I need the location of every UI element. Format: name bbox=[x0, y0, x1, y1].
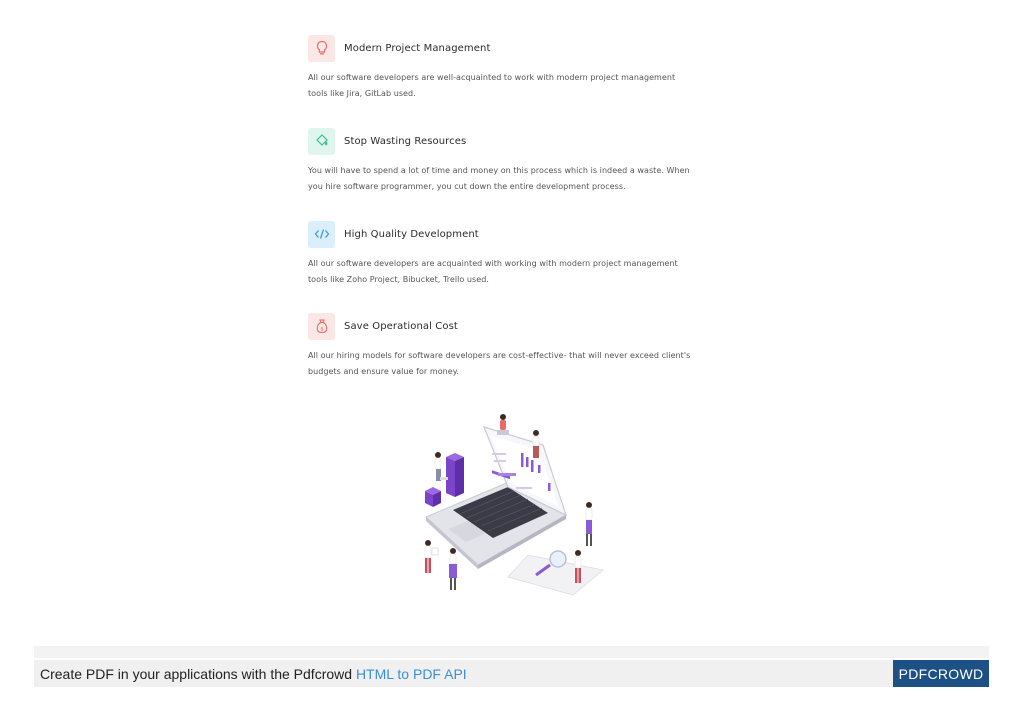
description-line: All our software developers are well-acquainted to work with modern project management bbox=[308, 73, 676, 82]
laptop-team-illustration bbox=[408, 405, 613, 605]
paint-bucket-icon bbox=[308, 128, 335, 155]
feature-description bbox=[308, 163, 728, 195]
description-line: budgets and ensure value for money. bbox=[308, 367, 459, 376]
feature-high-quality-development bbox=[308, 220, 728, 288]
description-line: All our software developers are acquainted with working with modern project management bbox=[308, 259, 678, 268]
code-icon bbox=[308, 221, 335, 248]
feature-stop-wasting-resources bbox=[308, 127, 728, 195]
footer-text bbox=[40, 666, 467, 682]
lightbulb-icon bbox=[308, 35, 335, 62]
feature-title: Stop Wasting Resources bbox=[344, 135, 467, 147]
feature-modern-project-management bbox=[308, 34, 728, 102]
description-line: You will have to spend a lot of time and money on this process which is indeed a waste. When bbox=[308, 166, 690, 175]
feature-header bbox=[308, 220, 728, 248]
description-line: All our hiring models for software developers are cost-effective- that will never exceed client's bbox=[308, 351, 691, 360]
footer-divider-strip bbox=[34, 646, 989, 658]
money-bag-icon bbox=[308, 313, 335, 340]
feature-description bbox=[308, 70, 728, 102]
feature-header bbox=[308, 312, 728, 340]
description-line: you hire software programmer, you cut down the entire development process. bbox=[308, 182, 626, 191]
feature-title: Save Operational Cost bbox=[344, 320, 458, 332]
feature-title: Modern Project Management bbox=[344, 42, 491, 54]
html-to-pdf-api-link[interactable]: HTML to PDF API bbox=[355, 665, 467, 682]
feature-save-operational-cost bbox=[308, 312, 728, 380]
footer-text-plain: Create PDF in your applications with the Pdfcrowd bbox=[40, 665, 356, 682]
pdfcrowd-brand-button[interactable]: PDFCROWD bbox=[893, 660, 989, 687]
description-line: tools like Jira, GitLab used. bbox=[308, 89, 416, 98]
feature-title: High Quality Development bbox=[344, 228, 479, 240]
feature-header bbox=[308, 34, 728, 62]
feature-description bbox=[308, 348, 728, 380]
feature-header bbox=[308, 127, 728, 155]
svg-text:$: $ bbox=[319, 326, 324, 333]
feature-description bbox=[308, 256, 728, 288]
pdfcrowd-footer bbox=[34, 660, 989, 687]
description-line: tools like Zoho Project, Bibucket, Trello used. bbox=[308, 275, 489, 284]
